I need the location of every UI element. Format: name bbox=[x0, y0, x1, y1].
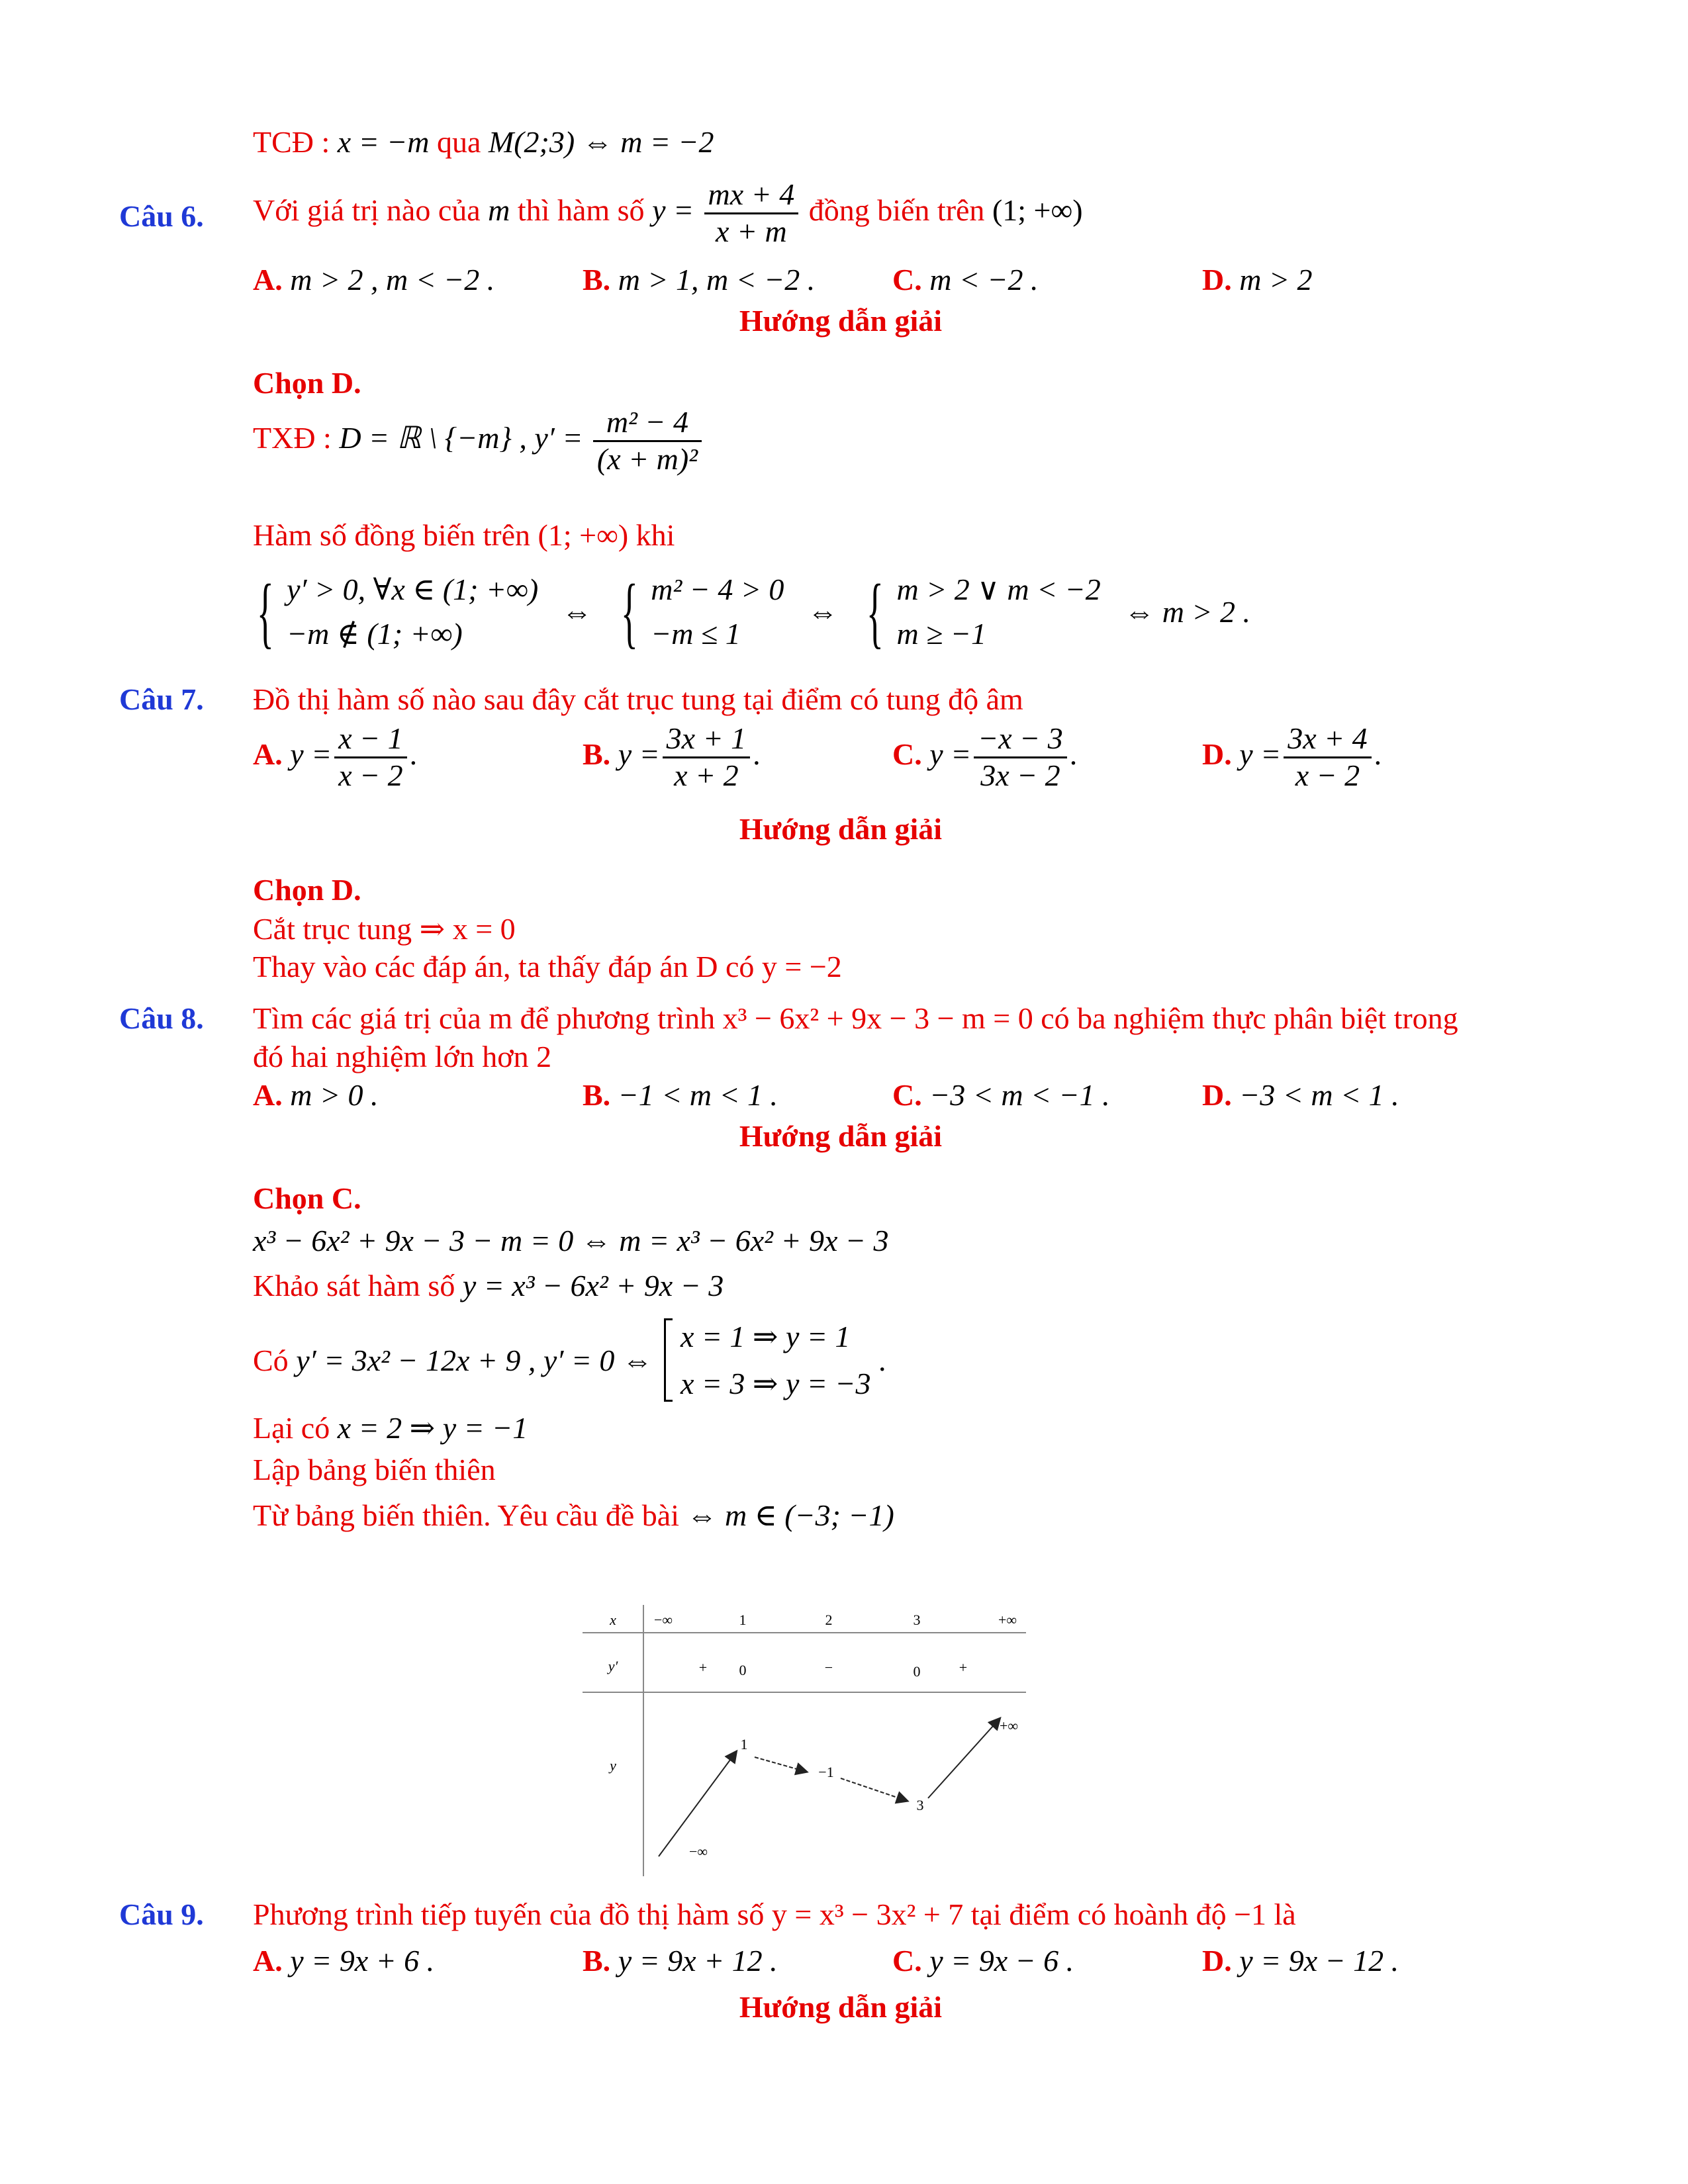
variation-table-svg bbox=[583, 1592, 1033, 1883]
q6-sys-3 bbox=[896, 568, 1100, 656]
tcd-line bbox=[253, 124, 714, 159]
q7-opt-a-dot: . bbox=[409, 737, 418, 771]
q8-opt-b bbox=[583, 1077, 778, 1113]
q8-opt-c-text: −3 < m < −1 . bbox=[929, 1078, 1110, 1112]
q8-line-3-expr: y′ = 3x² − 12x + 9 , y′ = 0 ⇔ bbox=[296, 1343, 653, 1377]
q7-opt-c-den: 3x − 2 bbox=[980, 758, 1060, 792]
q6-opt-a bbox=[253, 262, 494, 297]
q8-opt-b-text: −1 < m < 1 . bbox=[618, 1078, 778, 1112]
bbt-x-val: 1 bbox=[739, 1612, 747, 1628]
q8-opt-a-text: m > 0 . bbox=[290, 1078, 379, 1112]
q6-text-a: Với giá trị nào của bbox=[253, 193, 481, 227]
q8-line-1: x³ − 6x² + 9x − 3 − m = 0 ⇔ m = x³ − 6x² + 9x − 3 bbox=[253, 1224, 889, 1257]
q9-opt-b bbox=[583, 1943, 778, 1978]
q6-num: mx + 4 bbox=[704, 177, 799, 214]
q8-line-4 bbox=[253, 1410, 528, 1445]
q9-label: Câu 9. bbox=[119, 1897, 204, 1931]
q6-sys2-l1: m² − 4 > 0 bbox=[651, 572, 784, 606]
q7-line-1: Cắt trục tung ⇒ x = 0 bbox=[253, 912, 516, 946]
q6-equiv-2: ⇔ bbox=[807, 595, 838, 629]
q6-opt-d-label: D. bbox=[1202, 263, 1232, 296]
q8-line-2-expr: y = x³ − 6x² + 9x − 3 bbox=[462, 1269, 724, 1302]
q6-yprime-den: (x + m)² bbox=[596, 441, 698, 476]
bbt-x-val: 2 bbox=[825, 1612, 833, 1628]
q6-opt-c-text: m < −2 . bbox=[929, 263, 1039, 296]
brace-1-icon: { bbox=[256, 567, 274, 656]
q6-den: x + m bbox=[716, 214, 787, 248]
q6-system bbox=[252, 568, 1250, 656]
q8-guide-heading: Hướng dẫn giải bbox=[739, 1119, 943, 1153]
q7-opt-b-fraction bbox=[663, 721, 750, 794]
bbt-y-val: +∞ bbox=[999, 1717, 1019, 1734]
bbt-arrow-down-1 bbox=[755, 1757, 806, 1772]
bbt-x-label: x bbox=[610, 1612, 616, 1628]
tcd-result: ⇔ m = −2 bbox=[582, 125, 714, 159]
q8-line-2 bbox=[253, 1268, 724, 1303]
q7-opt-d bbox=[1202, 721, 1382, 794]
tcd-qua: qua bbox=[437, 125, 481, 159]
q7-question: Đồ thị hàm số nào sau đây cắt trục tung tại điểm có tung độ âm bbox=[253, 682, 1023, 716]
q6-opt-d bbox=[1202, 262, 1313, 297]
q8-line-6-text: Từ bảng biến thiên. Yêu cầu đề bài bbox=[253, 1498, 679, 1532]
q9-opt-d bbox=[1202, 1943, 1399, 1978]
bbt-arrow-up-1 bbox=[659, 1752, 736, 1856]
q7-line-2: Thay vào các đáp án, ta thấy đáp án D có y = −2 bbox=[253, 950, 842, 983]
q8-opt-c bbox=[892, 1077, 1110, 1113]
tcd-point: M(2;3) bbox=[488, 125, 575, 159]
q7-opt-c-dot: . bbox=[1069, 737, 1078, 771]
q9-opt-a bbox=[253, 1943, 434, 1978]
bbt-y-val: −∞ bbox=[688, 1843, 708, 1860]
bbt-x-val: −∞ bbox=[653, 1612, 673, 1628]
q8-case-2: x = 3 ⇒ y = −3 bbox=[680, 1367, 871, 1401]
q8-line-4-text: Lại có bbox=[253, 1411, 330, 1445]
q8-opt-a-label: A. bbox=[253, 1078, 283, 1112]
q6-opt-d-text: m > 2 bbox=[1239, 263, 1313, 296]
bbt-yp-sign: 0 bbox=[913, 1663, 921, 1680]
q6-equiv-1: ⇔ bbox=[561, 595, 592, 629]
q9-opt-a-text: y = 9x + 6 . bbox=[290, 1944, 435, 1978]
q6-text-c: đồng biến trên bbox=[808, 193, 985, 227]
bracket-icon bbox=[664, 1318, 673, 1402]
q6-yprime: y′ = bbox=[534, 420, 583, 455]
q6-sys2-l2: −m ≤ 1 bbox=[651, 616, 741, 651]
q8-opt-d bbox=[1202, 1077, 1399, 1113]
q7-opt-c-label: C. bbox=[892, 737, 922, 771]
q9-opt-c bbox=[892, 1943, 1074, 1978]
bbt-yp-sign: + bbox=[698, 1659, 708, 1676]
q6-var-m: m bbox=[488, 193, 510, 227]
q6-interval: (1; +∞) bbox=[992, 193, 1083, 227]
q8-label: Câu 8. bbox=[119, 1001, 204, 1035]
q7-opt-c bbox=[892, 721, 1077, 794]
q7-choose: Chọn D. bbox=[253, 873, 361, 907]
bbt-yp-sign: + bbox=[959, 1659, 968, 1676]
q7-opt-b-den: x + 2 bbox=[674, 758, 739, 792]
q7-opt-a-label: A. bbox=[253, 737, 283, 771]
q6-opt-b-label: B. bbox=[583, 263, 611, 296]
q7-opt-d-den: x − 2 bbox=[1295, 758, 1360, 792]
q7-opt-c-fraction bbox=[974, 721, 1067, 794]
bbt-arrow-down-2 bbox=[841, 1778, 907, 1801]
q7-opt-d-dot: . bbox=[1374, 737, 1382, 771]
tcd-expr: x = −m bbox=[337, 125, 430, 159]
q9-question: Phương trình tiếp tuyến của đồ thị hàm số y = x³ − 3x² + 7 tại điểm có hoành độ −1 là bbox=[253, 1897, 1296, 1931]
q7-opt-b-yeq: y = bbox=[618, 737, 660, 771]
q8-line-3-dot: . bbox=[878, 1343, 886, 1377]
q8-case-1: x = 1 ⇒ y = 1 bbox=[680, 1320, 851, 1353]
bbt-yp-label: y′ bbox=[608, 1658, 618, 1674]
q6-label: Câu 6. bbox=[119, 199, 204, 233]
q8-cases bbox=[680, 1313, 871, 1408]
q7-opt-d-fraction bbox=[1284, 721, 1371, 794]
q9-opt-c-label: C. bbox=[892, 1944, 922, 1978]
q6-sys-2 bbox=[651, 568, 784, 656]
q7-opt-a bbox=[253, 721, 417, 794]
q8-line-2-text: Khảo sát hàm số bbox=[253, 1269, 455, 1302]
q6-sys3-l2: m ≥ −1 bbox=[896, 616, 986, 651]
q8-question-b: đó hai nghiệm lớn hơn 2 bbox=[253, 1040, 552, 1073]
q8-opt-d-text: −3 < m < 1 . bbox=[1239, 1078, 1399, 1112]
q6-txd bbox=[253, 405, 704, 477]
q7-opt-d-label: D. bbox=[1202, 737, 1232, 771]
q7-opt-a-den: x − 2 bbox=[338, 758, 403, 792]
q7-opt-b bbox=[583, 721, 761, 794]
q8-question-a: Tìm các giá trị của m để phương trình x³ − 6x² + 9x − 3 − m = 0 có ba nghiệm thực phân biệt trong bbox=[253, 1001, 1458, 1035]
q9-opt-d-text: y = 9x − 12 . bbox=[1239, 1944, 1399, 1978]
q6-txd-expr: D = ℝ \ {−m} , bbox=[339, 420, 527, 455]
q6-y-eq: y = bbox=[652, 193, 694, 227]
q7-opt-d-num: 3x + 4 bbox=[1284, 721, 1371, 758]
brace-2-icon: { bbox=[620, 567, 638, 656]
bbt-arrow-up-2 bbox=[928, 1719, 1000, 1798]
q6-yprime-fraction bbox=[593, 405, 702, 477]
q6-opt-c bbox=[892, 262, 1039, 297]
q6-final: ⇔ m > 2 . bbox=[1124, 595, 1250, 629]
tcd-label: TCĐ : bbox=[253, 125, 330, 159]
bbt-y-val: 3 bbox=[916, 1797, 924, 1813]
q6-opt-a-label: A. bbox=[253, 263, 283, 296]
q6-opt-b-text: m > 1, m < −2 . bbox=[618, 263, 816, 296]
q7-opt-a-num: x − 1 bbox=[334, 721, 406, 758]
bbt-y-val: −1 bbox=[818, 1764, 834, 1780]
q7-opt-a-yeq: y = bbox=[290, 737, 332, 771]
q9-opt-c-text: y = 9x − 6 . bbox=[929, 1944, 1074, 1978]
q9-opt-d-label: D. bbox=[1202, 1944, 1232, 1978]
q7-opt-c-yeq: y = bbox=[929, 737, 972, 771]
q6-opt-a-text: m > 2 , m < −2 . bbox=[290, 263, 495, 296]
q6-db-text: Hàm số đồng biến trên (1; +∞) khi bbox=[253, 518, 675, 552]
q7-opt-b-label: B. bbox=[583, 737, 611, 771]
q8-line-3 bbox=[253, 1313, 886, 1408]
q7-opt-b-num: 3x + 1 bbox=[663, 721, 750, 758]
q8-line-3-co: Có bbox=[253, 1343, 289, 1377]
q6-sys-1 bbox=[287, 568, 538, 656]
q7-label: Câu 7. bbox=[119, 682, 204, 716]
q7-guide-heading: Hướng dẫn giải bbox=[739, 812, 943, 846]
bbt-yp-sign: − bbox=[824, 1659, 833, 1676]
bbt-x-val: +∞ bbox=[998, 1612, 1017, 1628]
q6-txd-label: TXĐ : bbox=[253, 420, 332, 455]
brace-3-icon: { bbox=[867, 567, 884, 656]
q6-guide-heading: Hướng dẫn giải bbox=[739, 304, 943, 338]
bbt-x-val: 3 bbox=[913, 1612, 921, 1628]
q7-opt-a-fraction bbox=[334, 721, 406, 794]
q9-opt-a-label: A. bbox=[253, 1944, 283, 1978]
q9-opt-b-label: B. bbox=[583, 1944, 611, 1978]
q8-choose: Chọn C. bbox=[253, 1181, 361, 1215]
q6-opt-b bbox=[583, 262, 815, 297]
q6-opt-c-label: C. bbox=[892, 263, 922, 296]
q6-text-b: thì hàm số bbox=[517, 193, 645, 227]
q9-opt-b-text: y = 9x + 12 . bbox=[618, 1944, 778, 1978]
q6-yprime-num: m² − 4 bbox=[593, 405, 702, 442]
q6-question bbox=[253, 177, 1083, 250]
q8-opt-d-label: D. bbox=[1202, 1078, 1232, 1112]
q9-guide-heading: Hướng dẫn giải bbox=[739, 1990, 943, 2024]
q6-fraction bbox=[704, 177, 799, 250]
q8-opt-c-label: C. bbox=[892, 1078, 922, 1112]
q6-sys3-l1: m > 2 ∨ m < −2 bbox=[896, 572, 1101, 606]
q7-opt-b-dot: . bbox=[753, 737, 761, 771]
q6-sys1-l2: −m ∉ (1; +∞) bbox=[287, 616, 463, 651]
q8-line-5: Lập bảng biến thiên bbox=[253, 1453, 496, 1486]
q8-opt-a bbox=[253, 1077, 379, 1113]
q8-line-6 bbox=[253, 1497, 894, 1533]
variation-table bbox=[583, 1592, 1033, 1883]
q6-choose: Chọn D. bbox=[253, 366, 361, 400]
q7-opt-d-yeq: y = bbox=[1239, 737, 1282, 771]
q8-line-6-expr: ⇔ m ∈ (−3; −1) bbox=[686, 1498, 894, 1532]
q8-opt-b-label: B. bbox=[583, 1078, 611, 1112]
bbt-y-val: 1 bbox=[740, 1736, 748, 1752]
bbt-y-label: y bbox=[610, 1757, 616, 1774]
bbt-yp-sign: 0 bbox=[739, 1662, 747, 1678]
q8-line-4-expr: x = 2 ⇒ y = −1 bbox=[337, 1411, 528, 1445]
q6-sys1-l1: y′ > 0, ∀x ∈ (1; +∞) bbox=[287, 572, 539, 606]
q7-opt-c-num: −x − 3 bbox=[974, 721, 1067, 758]
